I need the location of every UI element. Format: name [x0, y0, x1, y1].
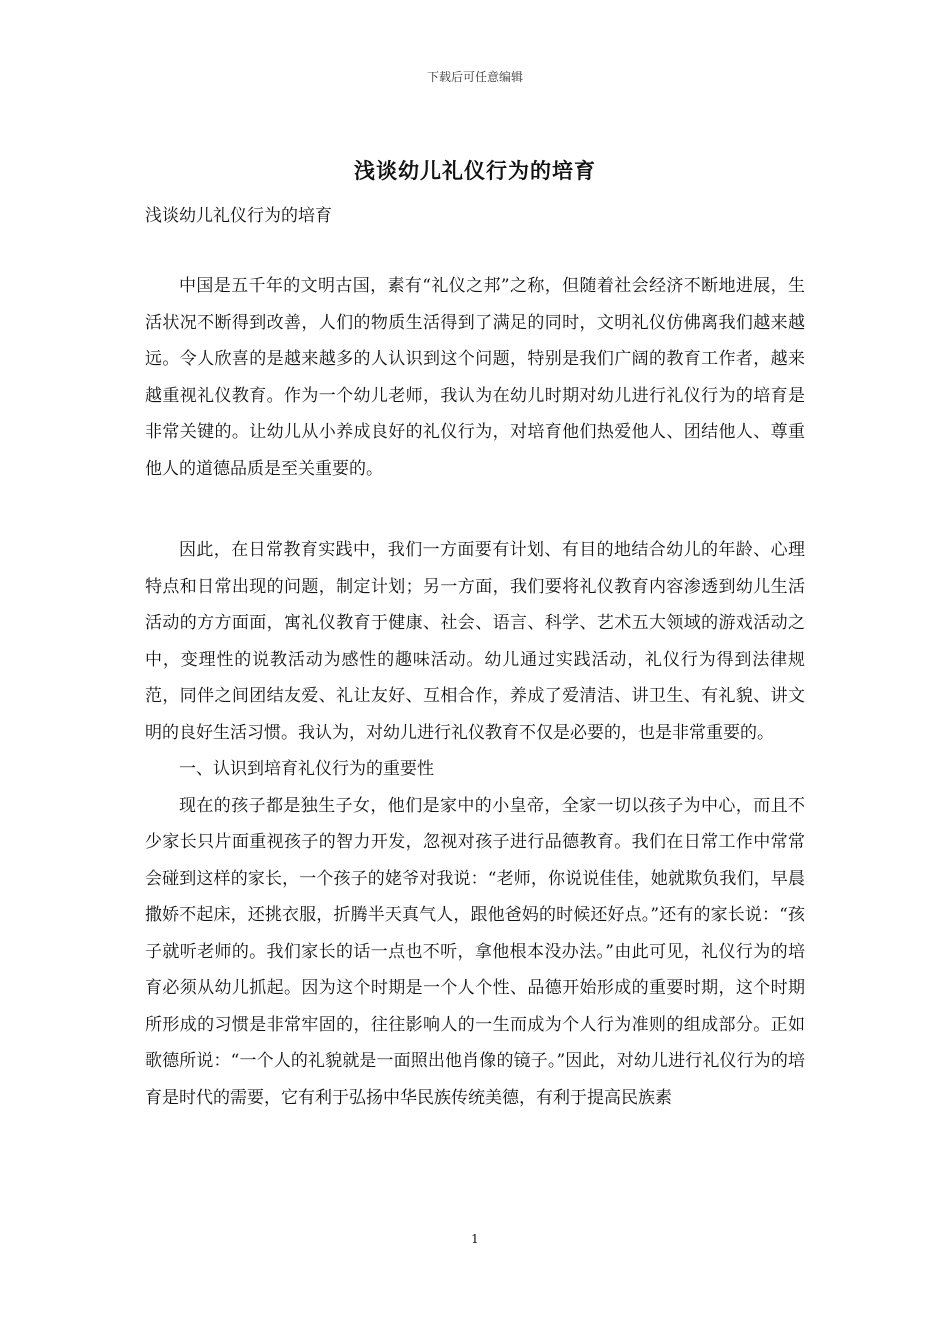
section-heading: 一、认识到培育礼仪行为的重要性 — [179, 759, 434, 779]
page-number: 1 — [471, 1232, 479, 1246]
paragraph-2: 因此，在日常教育实践中，我们一方面要有计划、有目的地结合幼儿的年龄、心理特点和日常出现的问题，制定计划；另一方面，我们要将礼仪教育内容渗透到幼儿生活活动的方方面面，寓礼仪教育于健康、社会、语言、科学、艺术五大领域的游戏活动之中，变理性的说教活动为感性的趣味活动。幼儿通过实践活动，礼仪行为得到法律规范，同伴之间团结友爱、礼让友好、互相合作，养成了爱清洁、讲卫生、有礼貌、讲文明的良好生活习惯。我认为，对幼儿进行礼仪教育不仅是必要的，也是非常重要的。 — [145, 540, 805, 743]
paragraph-3: 现在的孩子都是独生子女，他们是家中的小皇帝，全家一切以孩子为中心，而且不少家长只片面重视孩子的智力开发，忽视对孩子进行品德教育。我们在日常工作中常常会碰到这样的家长，一个孩子的姥爷对我说：“老师，你说说佳佳，她就欺负我们，早晨撒娇不起床，还挑衣服，折腾半天真气人，跟他爸妈的时候还好点。”还有的家长说：“孩子就听老师的。我们家长的话一点也不听，拿他根本没办法。”由此可见，礼仪行为的培育必须从幼儿抓起。因为这个时期是一个人个性、品德开始形成的重要时期，这个时期所形成的习惯是非常牢固的，往往影响人的一生而成为个人行为准则的组成部分。正如歌德所说：“一个人的礼貌就是一面照出他肖像的镜子。”因此，对幼儿进行礼仪行为的培育是时代的需要，它有利于弘扬中华民族传统美德，有利于提高民族素 — [145, 795, 805, 1108]
body-block-1 — [145, 268, 805, 487]
header-note: 下载后可任意编辑 — [426, 70, 523, 84]
document-subtitle: 浅谈幼儿礼仪行为的培育 — [145, 206, 332, 226]
body-block-2 — [145, 532, 805, 1116]
paragraph-1: 中国是五千年的文明古国，素有“礼仪之邦”之称，但随着社会经济不断地进展，生活状况不断得到改善，人们的物质生活得到了满足的同时，文明礼仪仿佛离我们越来越远。令人欣喜的是越来越多的人认识到这个问题，特别是我们广阔的教育工作者，越来越重视礼仪教育。作为一个幼儿老师，我认为在幼儿时期对幼儿进行礼仪行为的培育是非常关键的。让幼儿从小养成良好的礼仪行为，对培育他们热爱他人、团结他人、尊重他人的道德品质是至关重要的。 — [145, 276, 805, 479]
document-title: 浅谈幼儿礼仪行为的培育 — [354, 158, 596, 183]
